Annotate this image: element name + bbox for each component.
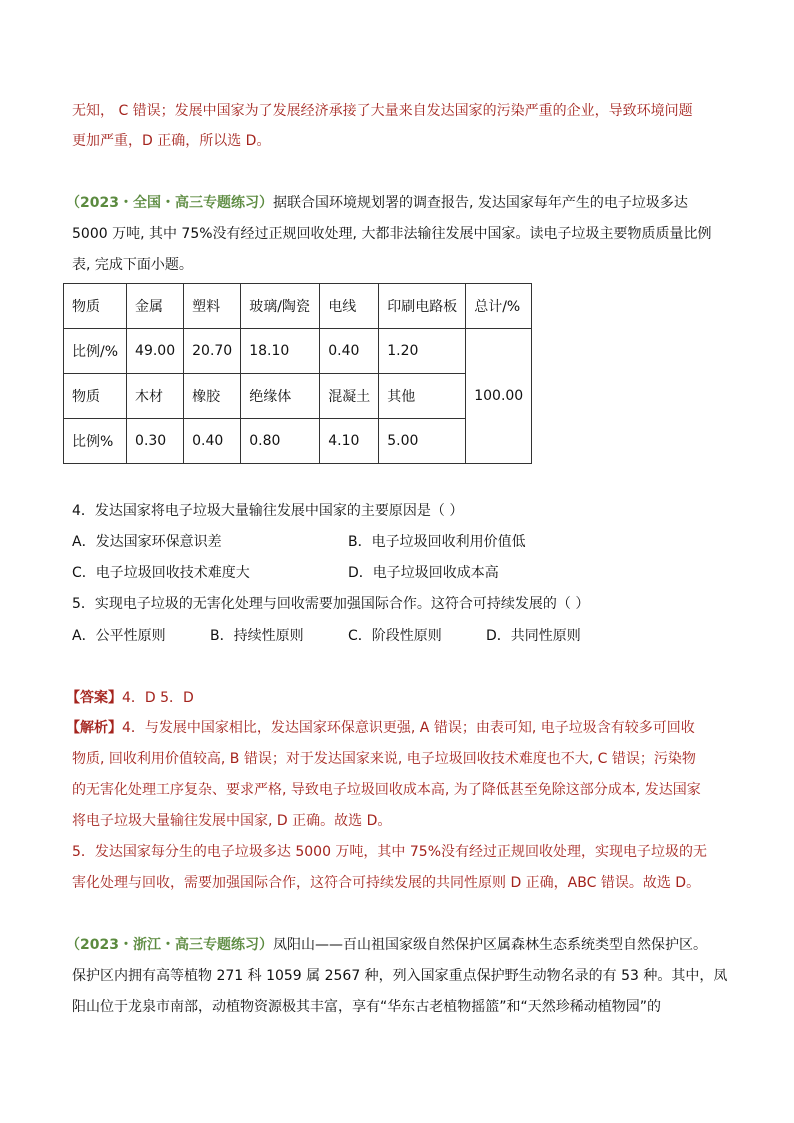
table-cell: 0.40 bbox=[184, 419, 241, 464]
material-ratio-table bbox=[63, 283, 532, 464]
q5-option-a: A．公平性原则 bbox=[72, 628, 166, 644]
answer-text: 4．D 5．D bbox=[122, 690, 194, 706]
table-cell: 橡胶 bbox=[184, 374, 241, 419]
table-cell: 电线 bbox=[320, 284, 379, 329]
table-cell: 0.80 bbox=[241, 419, 320, 464]
table-cell: 印刷电路板 bbox=[379, 284, 466, 329]
q4-stem: 4．发达国家将电子垃圾大量输往发展中国家的主要原因是（ ） bbox=[72, 503, 464, 519]
table-cell: 1.20 bbox=[379, 329, 466, 374]
analysis-line-4: 将电子垃圾大量输往发展中国家, D 正确。故选 D。 bbox=[72, 813, 392, 829]
next-question-line-1 bbox=[66, 935, 707, 955]
table-row bbox=[64, 374, 532, 419]
next-question-line-2: 保护区内拥有高等植物 271 科 1059 属 2567 种，列入国家重点保护野生动物名录的有 53 种。其中，凤 bbox=[72, 968, 728, 984]
analysis-line-3: 的无害化处理工序复杂、要求严格, 导致电子垃圾回收成本高, 为了降低甚至免除这部分成本, 发达国家 bbox=[72, 782, 701, 798]
table-cell: 玻璃/陶瓷 bbox=[241, 284, 320, 329]
table-cell: 混凝土 bbox=[320, 374, 379, 419]
q4-option-c: C．电子垃圾回收技术难度大 bbox=[72, 565, 250, 581]
table-cell: 金属 bbox=[127, 284, 184, 329]
next-question-text: 凤阳山——百山祖国家级自然保护区属森林生态系统类型自然保护区。 bbox=[272, 937, 707, 953]
question-intro-line-1 bbox=[66, 193, 688, 213]
question-source: （2023・全国・高三专题练习） bbox=[66, 195, 273, 211]
next-question-source: （2023・浙江・高三专题练习） bbox=[66, 937, 273, 953]
q5-stem: 5．实现电子垃圾的无害化处理与回收需要加强国际合作。这符合可持续发展的（ ） bbox=[72, 596, 590, 612]
table-cell: 总计/% bbox=[466, 284, 532, 329]
table-total-cell: 100.00 bbox=[466, 329, 532, 464]
answer-line bbox=[66, 688, 194, 708]
table-cell: 比例/% bbox=[64, 329, 127, 374]
q4-option-a: A．发达国家环保意识差 bbox=[72, 534, 222, 550]
table-row bbox=[64, 419, 532, 464]
analysis-line-6: 害化处理与回收，需要加强国际合作，这符合可持续发展的共同性原则 D 正确，ABC 错误。故选 D。 bbox=[72, 875, 701, 891]
analysis-line-2: 物质, 回收利用价值较高, B 错误；对于发达国家来说, 电子垃圾回收技术难度也不大, C 错误；污染物 bbox=[72, 751, 696, 767]
analysis-text: 4．与发展中国家相比，发达国家环保意识更强, A 错误；由表可知, 电子垃圾含有较多可回收 bbox=[122, 720, 695, 736]
q5-option-b: B．持续性原则 bbox=[210, 628, 304, 644]
table-cell: 木材 bbox=[127, 374, 184, 419]
table-cell: 物质 bbox=[64, 374, 127, 419]
question-intro-text: 据联合国环境规划署的调查报告, 发达国家每年产生的电子垃圾多达 bbox=[272, 195, 688, 211]
table-row bbox=[64, 329, 532, 374]
answer-label: 【答案】 bbox=[66, 690, 122, 706]
table-cell: 18.10 bbox=[241, 329, 320, 374]
table-cell: 0.40 bbox=[320, 329, 379, 374]
table-cell: 塑料 bbox=[184, 284, 241, 329]
table-cell: 0.30 bbox=[127, 419, 184, 464]
table-row bbox=[64, 284, 532, 329]
q4-option-d: D．电子垃圾回收成本高 bbox=[348, 565, 499, 581]
q5-option-d: D．共同性原则 bbox=[486, 628, 581, 644]
next-question-line-3: 阳山位于龙泉市南部，动植物资源极其丰富，享有“华东古老植物摇篮”和“天然珍稀动植物园”的 bbox=[72, 999, 662, 1015]
analysis-line-5: 5．发达国家每分生的电子垃圾多达 5000 万吨，其中 75%没有经过正规回收处理，实现电子垃圾的无 bbox=[72, 844, 708, 860]
table-cell: 绝缘体 bbox=[241, 374, 320, 419]
prev-explanation-line-2: 更加严重，D 正确，所以选 D。 bbox=[72, 133, 271, 149]
table-cell: 其他 bbox=[379, 374, 466, 419]
prev-explanation-line-1: 无知， C 错误；发展中国家为了发展经济承接了大量来自发达国家的污染严重的企业，导致环境问题 bbox=[72, 103, 693, 119]
q4-option-b: B．电子垃圾回收利用价值低 bbox=[348, 534, 526, 550]
table-cell: 20.70 bbox=[184, 329, 241, 374]
question-intro-line-2: 5000 万吨, 其中 75%没有经过正规回收处理, 大都非法输往发展中国家。读电子垃圾主要物质质量比例 bbox=[72, 226, 712, 242]
table-cell: 5.00 bbox=[379, 419, 466, 464]
table-cell: 物质 bbox=[64, 284, 127, 329]
analysis-line-1 bbox=[66, 718, 695, 738]
question-intro-line-3: 表, 完成下面小题。 bbox=[72, 257, 193, 273]
q5-option-c: C．阶段性原则 bbox=[348, 628, 442, 644]
table-cell: 比例% bbox=[64, 419, 127, 464]
table-cell: 4.10 bbox=[320, 419, 379, 464]
analysis-label: 【解析】 bbox=[66, 720, 122, 736]
table-cell: 49.00 bbox=[127, 329, 184, 374]
